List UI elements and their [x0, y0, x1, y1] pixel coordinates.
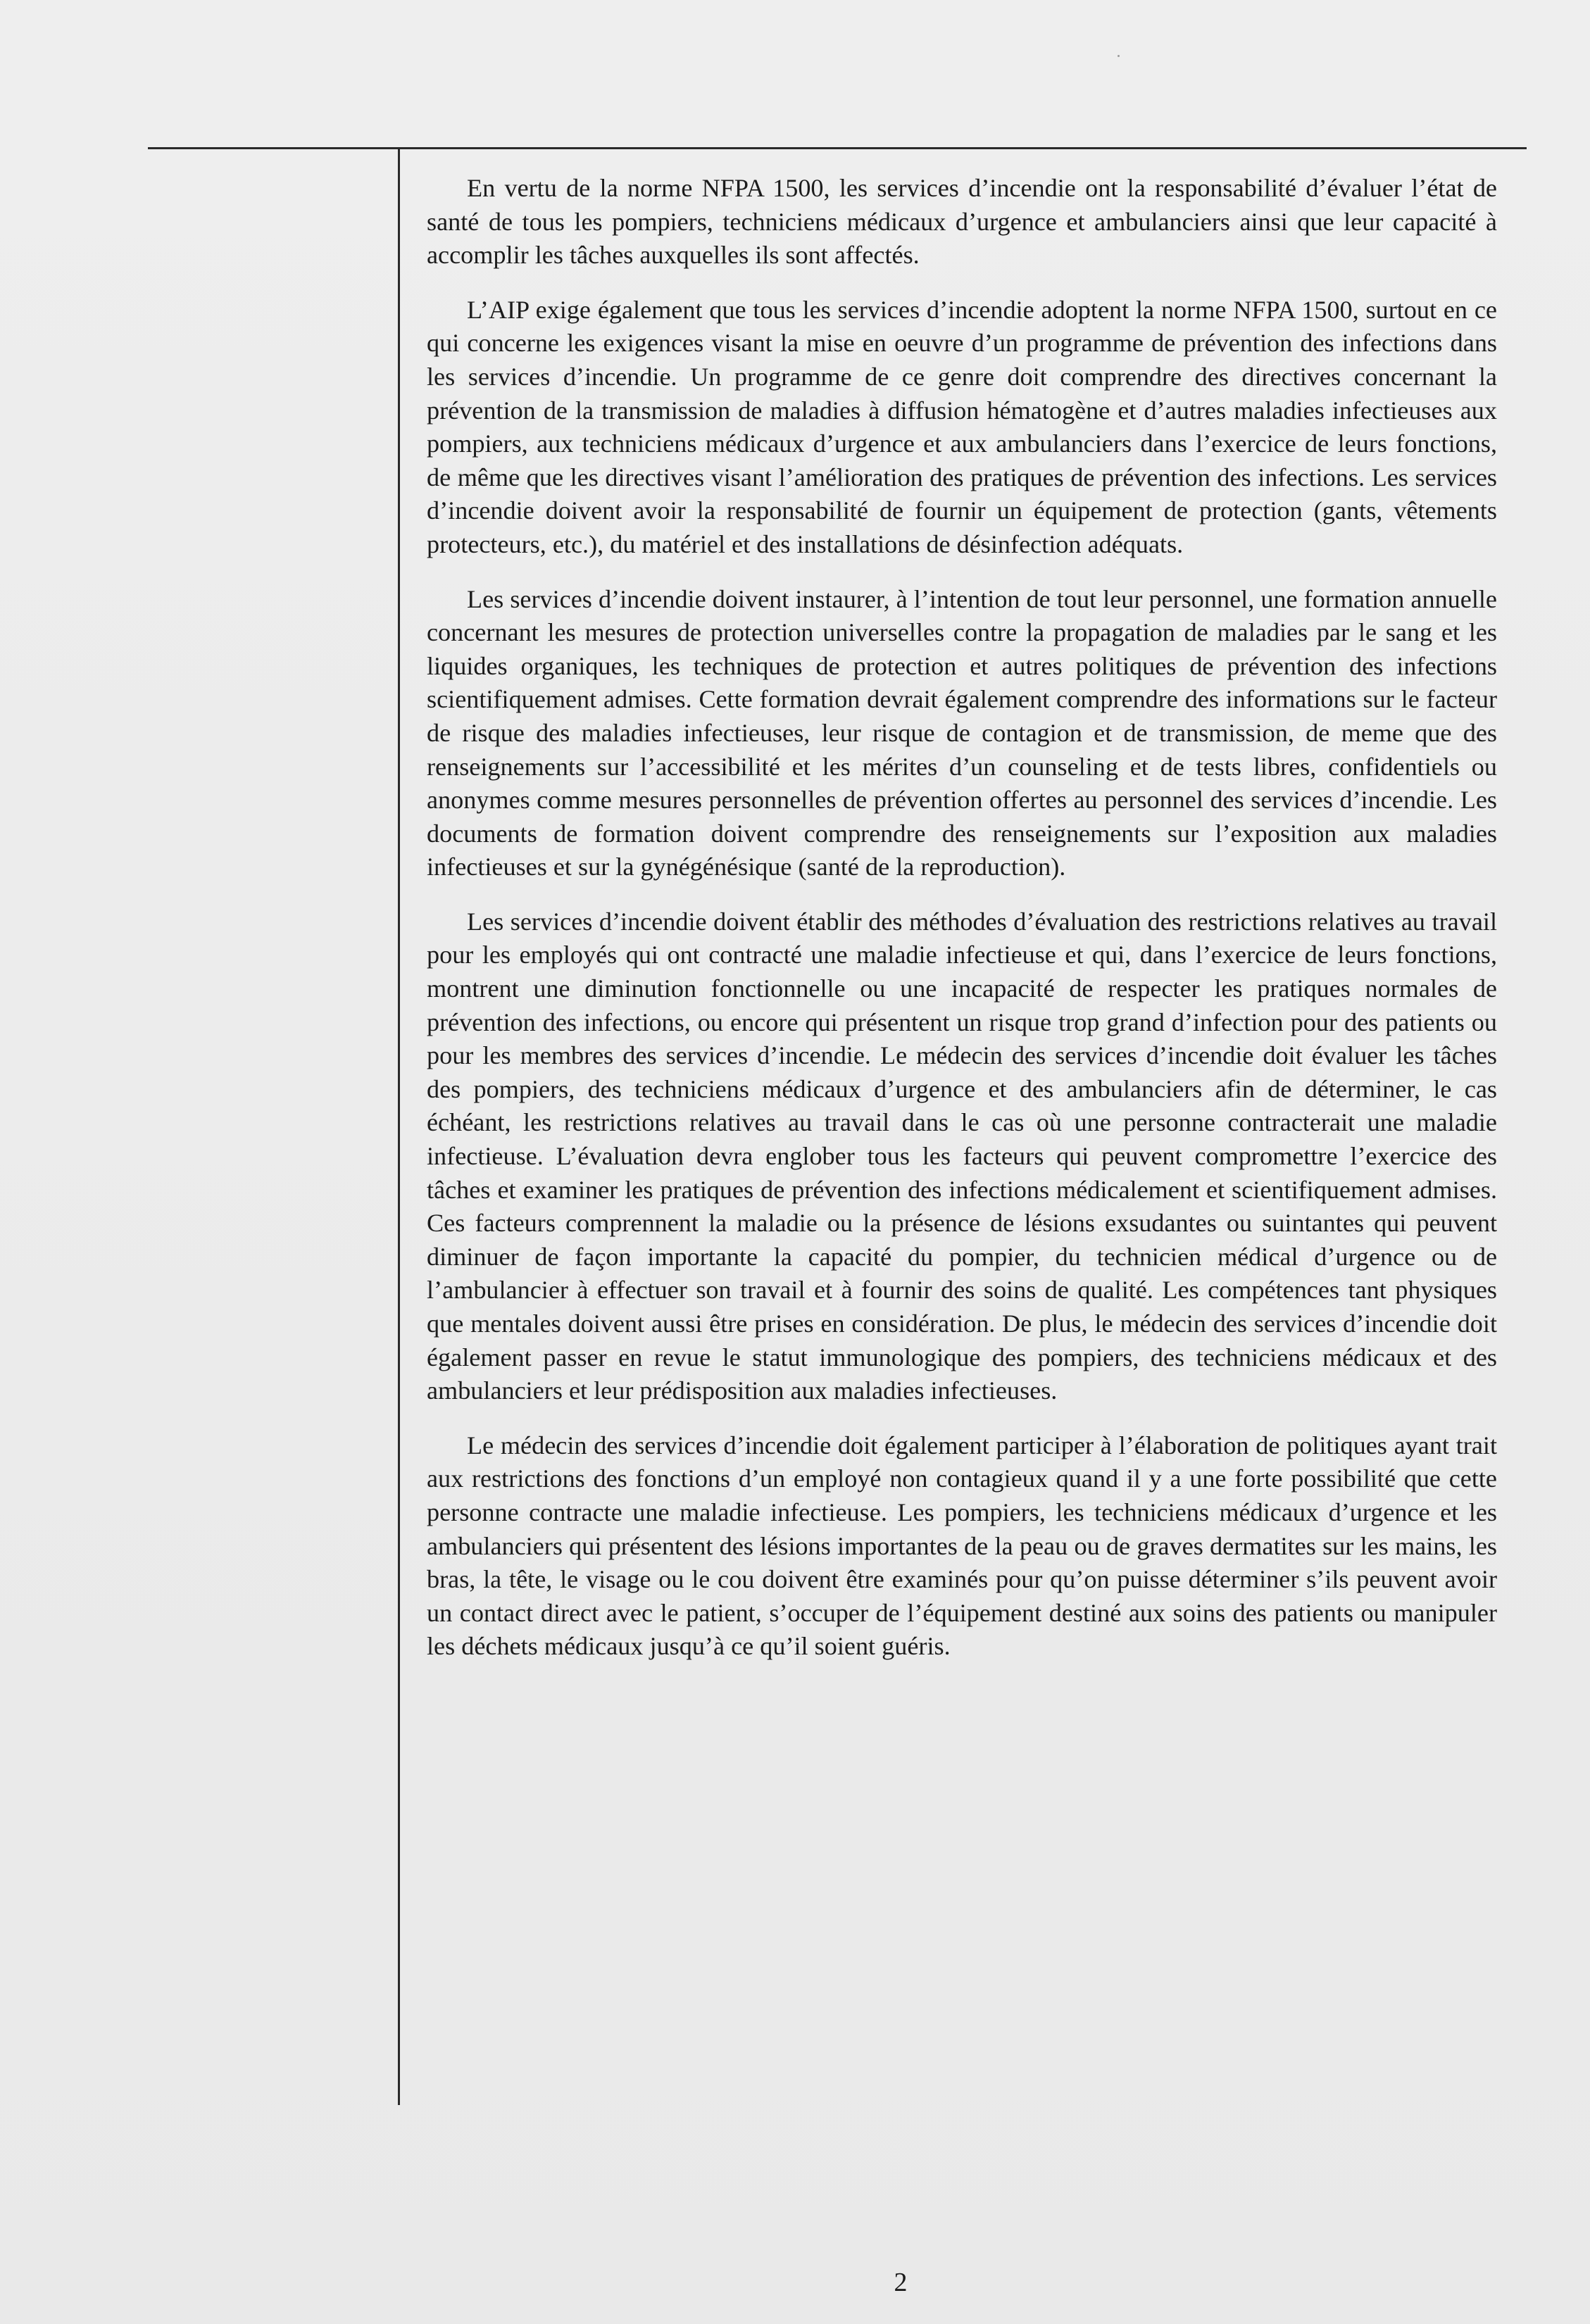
scan-speck [1118, 55, 1120, 57]
page-number: 2 [894, 2268, 908, 2297]
paragraph-infection-prevention-program: L’AIP exige également que tous les services d’incendie adoptent la norme NFPA 1500, surtout en ce qui concerne les exigences visant la mise en oeuvre d’un programme de prévention des infections dans les services d’incendie. Un programme de ce genre doit comprendre des directives concernant la prévention de la transmission de maladies à diffusion hématogène et d’autres maladies infectieuses aux pompiers, aux techniciens médicaux d’urgence et aux ambulanciers dans l’exercice de leurs fonctions, de même que les directives visant l’amélioration des pratiques de prévention des infections. Les services d’incendie doivent avoir la responsabilité de fournir un équipement de protection (gants, vêtements protecteurs, etc.), du matériel et des installations de désinfection adéquats. [427, 295, 1497, 558]
paragraph-nfpa-1500: En vertu de la norme NFPA 1500, les services d’incendie ont la responsabilité d’évaluer l’état de santé de tous les pompiers, techniciens médicaux d’urgence et ambulanciers ainsi que leur capacité à accomplir les tâches auxquelles ils sont affectés. [427, 174, 1497, 270]
header-rule [148, 147, 1527, 149]
body-text [427, 172, 1497, 1685]
paragraph-non-contagious-employees: Le médecin des services d’incendie doit également participer à l’élaboration de politiques ayant trait aux restrictions des fonctions d’un employé non contagieux quand il y a une forte possibilité que cette personne contracte une maladie infectieuse. Les pompiers, les techniciens médicaux d’urgence et les ambulanciers qui présentent des lésions importantes de la peau ou de graves dermatites sur les mains, les bras, la tête, le visage ou le cou doivent être examinés pour qu’on puisse déterminer s’ils peuvent avoir un contact direct avec le patient, s’occuper de l’équipement destiné aux soins des patients ou manipuler les déchets médicaux jusqu’à ce qu’il soient guéris. [427, 1431, 1497, 1661]
paragraph-work-restrictions: Les services d’incendie doivent établir des méthodes d’évaluation des restrictions relatives au travail pour les employés qui ont contracté une maladie infectieuse et qui, dans l’exercice de leurs fonctions, montrent une diminution fonctionnelle ou une incapacité de respecter les pratiques normales de prévention des infections, ou encore qui présentent un risque trop grand d’infection pour des patients ou pour les membres des services d’incendie. Le médecin des services d’incendie doit évaluer les tâches des pompiers, des techniciens médicaux d’urgence et des ambulanciers afin de déterminer, le cas échéant, les restrictions relatives au travail dans le cas où une personne contracterait une maladie infectieuse. L’évaluation devra englober tous les facteurs qui peuvent compromettre l’exercice des tâches et examiner les pratiques de prévention des infections médicalement et scientifiquement admises. Ces facteurs comprennent la maladie ou la présence de lésions exsudantes ou suintantes qui peuvent diminuer de façon importante la capacité du pompier, du technicien médical d’urgence ou de l’ambulancier à effectuer son travail et à fournir des soins de qualité. Les compétences tant physiques que mentales doivent aussi être prises en considération. De plus, le médecin des services d’incendie doit également passer en revue le statut immunologique des pompiers, des techniciens médicaux et des ambulanciers et leur prédisposition aux maladies infectieuses. [427, 907, 1497, 1405]
paragraph-annual-training: Les services d’incendie doivent instaurer, à l’intention de tout leur personnel, une formation annuelle concernant les mesures de protection universelles contre la propagation de maladies par le sang et les liquides organiques, les techniques de protection et autres politiques de prévention des infections scientifiquement admises. Cette formation devrait également comprendre des informations sur le facteur de risque des maladies infectieuses, leur risque de contagion et de transmission, de meme que des renseignements sur l’accessibilité et les mérites d’un counseling et de tests libres, confidentiels ou anonymes comme mesures personnelles de prévention offertes au personnel des services d’incendie. Les documents de formation doivent comprendre des renseignements sur l’exposition aux maladies infectieuses et sur la gynégénésique (santé de la reproduction). [427, 584, 1497, 881]
margin-rule [398, 149, 400, 2105]
